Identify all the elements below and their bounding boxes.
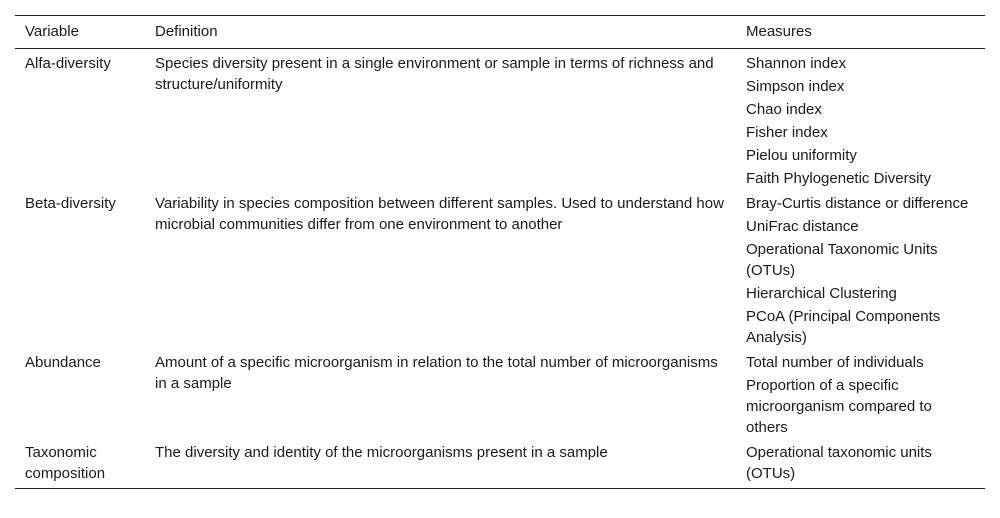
table-row [15, 49, 985, 190]
header-row [15, 16, 985, 49]
measure-item: Proportion of a specific microorganism compared to others [746, 377, 932, 436]
measure-item: Chao index [746, 101, 822, 118]
measure-item: Simpson index [746, 78, 845, 95]
row-measures [736, 348, 985, 438]
row-variable: Abundance [25, 354, 101, 371]
measure-item: Faith Phylogenetic Diversity [746, 170, 932, 187]
table-body [15, 49, 985, 489]
measure-item: Hierarchical Clustering [746, 285, 897, 302]
row-variable: Beta-diversity [25, 195, 116, 212]
table-header [15, 16, 985, 49]
table-row [15, 189, 985, 348]
measure-item: Bray-Curtis distance or difference [746, 195, 969, 212]
row-variable: Alfa-diversity [25, 55, 111, 72]
diversity-table [15, 15, 985, 489]
measure-item: Operational Taxonomic Units (OTUs) [746, 241, 938, 279]
row-definition: Species diversity present in a single environment or sample in terms of richness and structure/uniformity [155, 55, 714, 93]
header-measures: Measures [736, 16, 985, 49]
measure-item: PCoA (Principal Components Analysis) [746, 308, 941, 346]
table-row [15, 348, 985, 438]
row-measures [736, 438, 985, 489]
header-variable: Variable [15, 16, 145, 49]
measure-item: Fisher index [746, 124, 828, 141]
measure-item: Total number of individuals [746, 354, 924, 371]
diversity-table-container [15, 15, 985, 489]
row-variable: Taxonomic composition [15, 438, 145, 489]
row-definition: Amount of a specific microorganism in relation to the total number of microorganisms in a sample [155, 354, 718, 392]
row-measures [736, 49, 985, 190]
row-definition: Variability in species composition between different samples. Used to understand how microbial communities differ from one environment to another [155, 195, 724, 233]
row-definition: The diversity and identity of the microorganisms present in a sample [145, 438, 736, 489]
measure-item: Shannon index [746, 55, 847, 72]
table-row [15, 438, 985, 489]
measure-item: Pielou uniformity [746, 147, 857, 164]
row-measures [736, 189, 985, 348]
measure-item: Operational taxonomic units (OTUs) [746, 444, 932, 482]
header-definition: Definition [145, 16, 736, 49]
measure-item: UniFrac distance [746, 218, 859, 235]
